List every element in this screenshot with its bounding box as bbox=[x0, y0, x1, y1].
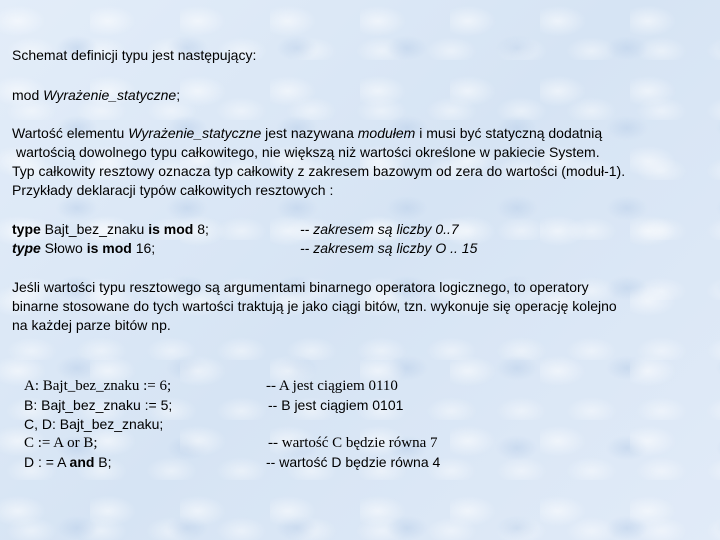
example-line5-code bbox=[24, 454, 112, 471]
example-line1-code: A: Bajt_bez_znaku := 6; bbox=[24, 378, 172, 394]
para1-line2: wartością dowolnego typu całkowitego, nie większą niż wartości określone w pakiecie System. bbox=[16, 144, 600, 160]
intro-text: Schemat definicji typu jest następujący: bbox=[12, 47, 257, 63]
para1-line3: Typ całkowity resztowy oznacza typ całkowity z zakresem bazowym od zera do wartości (moduł-1). bbox=[12, 163, 626, 179]
para2-line2: binarne stosowane do tych wartości traktują je jako ciągi bitów, tzn. wykonuje się operację kolejno bbox=[12, 298, 617, 314]
para2-line3: na każdej parze bitów np. bbox=[12, 317, 171, 333]
para1-line4: Przykłady deklaracji typów całkowitych resztowych : bbox=[12, 182, 334, 198]
para1-term-expression: Wyrażenie_statyczne bbox=[128, 125, 262, 141]
decl-modulus-value: 16; bbox=[131, 240, 156, 256]
example-or-operator: or bbox=[67, 435, 80, 451]
para2-line1: Jeśli wartości typu resztowego są argumentami binarnego operatora logicznego, to operatory bbox=[12, 279, 589, 295]
example-line2-code: B: Bajt_bez_znaku := 5; bbox=[24, 397, 173, 413]
decl-type-name: Bajt_bez_znaku bbox=[40, 221, 149, 237]
example-and-rhs: B; bbox=[94, 454, 112, 470]
syntax-keyword: mod bbox=[12, 87, 40, 103]
syntax-line bbox=[12, 87, 180, 104]
para1-text-c: jest nazywana bbox=[261, 125, 358, 141]
example-or-rhs: B; bbox=[79, 435, 98, 451]
decl-is-mod-keyword: is mod bbox=[148, 221, 194, 237]
example-and-lhs: D : = A bbox=[24, 454, 70, 470]
example-line3-code: C, D: Bajt_bez_znaku; bbox=[24, 416, 164, 432]
para1-text-a: Wartość elementu bbox=[12, 125, 129, 141]
example-line4-comment: -- wartość C będzie równa 7 bbox=[268, 435, 438, 451]
decl-type-keyword: type bbox=[12, 221, 41, 237]
decl-type-name: Słowo bbox=[40, 240, 87, 256]
para1-term-modulus: modułem bbox=[357, 125, 416, 141]
example-line1-comment: -- A jest ciągiem 0110 bbox=[266, 378, 398, 394]
example-and-operator: and bbox=[69, 454, 95, 470]
example-line4-code bbox=[24, 435, 98, 452]
decl-type-keyword: type bbox=[12, 240, 41, 256]
decl-row1-code bbox=[12, 221, 209, 238]
decl-row2-comment: -- zakresem są liczby O .. 15 bbox=[300, 240, 478, 256]
decl-row2-code bbox=[12, 240, 155, 257]
example-line5-comment: -- wartość D będzie równa 4 bbox=[266, 454, 441, 470]
para1-line1 bbox=[12, 125, 602, 142]
decl-is-mod-keyword: is mod bbox=[86, 240, 132, 256]
syntax-end: ; bbox=[176, 87, 181, 103]
decl-modulus-value: 8; bbox=[193, 221, 209, 237]
example-line2-comment: -- B jest ciągiem 0101 bbox=[268, 397, 404, 413]
example-or-lhs: C := A bbox=[24, 435, 68, 451]
para1-text-e: i musi być statyczną dodatnią bbox=[415, 125, 603, 141]
decl-row1-comment: -- zakresem są liczby 0..7 bbox=[300, 221, 459, 237]
syntax-name: Wyrażenie_statyczne bbox=[43, 87, 177, 103]
